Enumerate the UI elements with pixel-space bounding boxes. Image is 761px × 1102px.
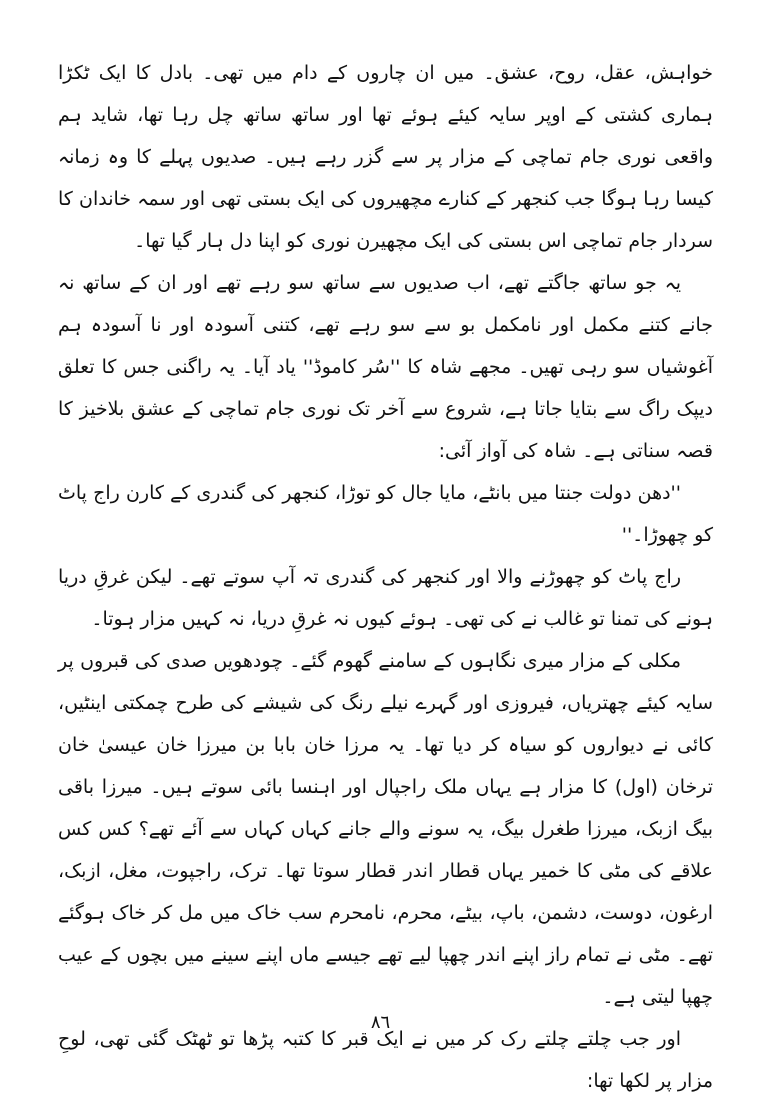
paragraph-quote: ''دھن دولت جنتا میں بانٹے، مایا جال کو توڑا، کنجھر کی گندری کے کارن راج پاٹ کو چھوڑا۔'': [58, 482, 713, 546]
paragraph-2: یہ جو ساتھ جاگتے تھے، اب صدیوں سے ساتھ سو رہے تھے اور ان کے ساتھ نہ جانے کتنے مکمل اور نامکمل بو سے سو رہے تھے، کتنی آسودہ اور نا آسودہ ہم آغوشیاں سو رہی تھیں۔ مجھے شاہ کا ''سُر کاموڈ'' یاد آیا۔ یہ راگنی جس کا تعلق دیپک راگ سے بتایا جاتا ہے، شروع سے آخر تک نوری جام تماچی کے عشق بلاخیز کا قصہ سناتی ہے۔ شاہ کی آواز آئی:: [58, 272, 713, 462]
paragraph-5: اور جب چلتے چلتے رک کر میں نے ایک قبر کا کتبہ پڑھا تو ٹھٹک گئی تھی، لوحِ مزار پر لکھا تھا:: [58, 1028, 713, 1092]
page-number: ٨٦: [370, 1012, 391, 1033]
paragraph-3: راج پاٹ کو چھوڑنے والا اور کنجھر کی گندری تہ آپ سوتے تھے۔ لیکن غرقِ دریا ہونے کی تمنا تو غالب نے کی تھی۔ ہوئے کیوں نہ غرقِ دریا، نہ کہیں مزار ہوتا۔: [58, 566, 713, 630]
paragraph-1: خواہش، عقل، روح، عشق۔ میں ان چاروں کے دام میں تھی۔ بادل کا ایک ٹکڑا ہماری کشتی کے اوپر سایہ کیئے ہوئے تھا اور ساتھ ساتھ چل رہا تھا، شاید ہم واقعی نوری جام تماچی کے مزار پر سے گزر رہے ہیں۔ صدیوں پہلے کا وہ زمانہ کیسا رہا ہوگا جب کنجھر کے کنارے مچھیروں کی ایک بستی تھی اور سمہ خاندان کا سردار جام تماچی اس بستی کی ایک مچھیرن نوری کو اپنا دل ہار گیا تھا۔: [58, 62, 713, 252]
paragraph-4: مکلی کے مزار میری نگاہوں کے سامنے گھوم گئے۔ چودھویں صدی کی قبروں پر سایہ کیئے چھتریاں، فیروزی اور گہرے نیلے رنگ کی شیشے کی طرح چمکتی اینٹیں، کائی نے دیواروں کو سیاہ کر دیا تھا۔ یہ مرزا خان بابا بن میرزا خان عیسیٰ خان ترخان (اول) کا مزار ہے یہاں ملک راجپال اور اہنسا بائی سوتے ہیں۔ میرزا باقی بیگ ازبک، میرزا طغرل بیگ، یہ سونے والے جانے کہاں کہاں سے آئے تھے؟ کس کس علاقے کی مٹی کا خمیر یہاں قطار اندر قطار سوتا تھا۔ ترک، راجپوت، مغل، ازبک، ارغون، دوست، دشمن، باپ، بیٹے، محرم، نامحرم سب خاک میں مل کر خاک ہوگئے تھے۔ مٹی نے تمام راز اپنے اندر چھپا لیے تھے جیسے ماں اپنے سینے میں بچوں کے عیب چھپا لیتی ہے۔: [58, 650, 713, 1008]
page-body-text: [58, 52, 713, 1102]
